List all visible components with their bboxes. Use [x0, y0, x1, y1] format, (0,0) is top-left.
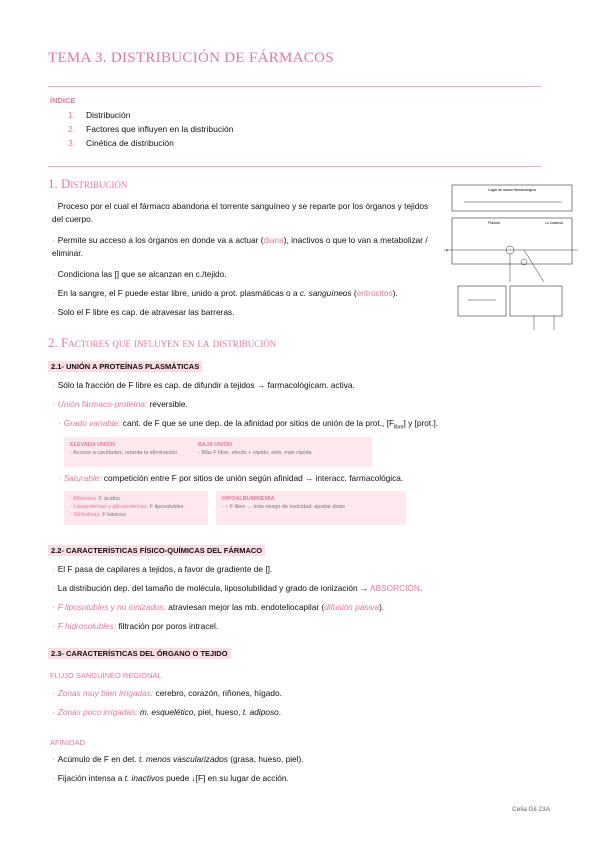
index-label: Cinética de distribución [86, 138, 174, 148]
index-label: Factores que influyen en la distribución [86, 124, 234, 134]
section-heading: 2. Factores que influyen en la distribución [48, 335, 277, 350]
info-box: - Albúmina: F ácidos - Lipoproteínas y glicoproteínas: F liposolubles - Globulinas: F básicos [64, 491, 208, 525]
paragraph: · Permite su acceso a los órganos en donde va a actuar (diana), inactivos o que lo van a metabolizar / eliminar. [52, 235, 428, 258]
index-num: 2. [68, 124, 76, 134]
divider [48, 86, 542, 87]
page-title: TEMA 3. DISTRIBUCIÓN DE FÁRMACOS [48, 50, 334, 66]
paragraph: · F liposolubles y no ionizados: atraviesan mejor las mb. endoteliocapilar (difusión pasiva). [52, 602, 385, 612]
paragraph: · La distribución dep. del tamaño de molécula, liposolubilidad y grado de ionización → ABSORCIÓN. [52, 583, 423, 593]
paragraph: · Zonas muy bien irrigadas: cerebro, corazón, riñones, hígado. [52, 688, 282, 698]
index-num: 3. [68, 138, 76, 148]
subsection-heading: 2.1- UNIÓN A PROTEÍNAS PLASMÁTICAS [48, 361, 202, 372]
paragraph: · Grado variable: cant. de F que se une dep. de la afinidad por sitios de unión de la prot., $[F_{libre}]$ y [prot.]. [58, 418, 439, 431]
diagram-top-label: Lugar de acción farmacológica [488, 188, 536, 192]
paragraph: · En la sangre, el F puede estar libre, unido a prot. plasmáticas o a c. sanguíneos (eritrocitos). [52, 288, 398, 298]
index-item[interactable] [68, 110, 130, 120]
paragraph: · Solo el F libre es cap. de atravesar las barreras. [52, 307, 235, 317]
info-box: ELEVADA UNIÓN - Acceso a cavidades, retarda la eliminación BAJA UNIÓN - Más F libre, efecto + rápido, elim. más rápida [64, 437, 372, 467]
paragraph: · F hidrosolubles: filtración por poros intracel. [52, 621, 219, 631]
paragraph: · Proceso por el cual el fármaco abandona el torrente sanguíneo y se reparte por los órganos y tejidos del cuerpo. [52, 201, 429, 224]
diagram-right-label: Lu. Inactivos [545, 221, 563, 225]
index-label: Distribución [86, 110, 131, 120]
index-item[interactable] [68, 124, 233, 134]
index-heading: ÍNDICE [50, 96, 76, 105]
subheading: AFINIDAD [50, 738, 86, 747]
diagram-plasma-label: Plasma [488, 221, 500, 225]
section-heading: 1. Distribución [48, 176, 128, 191]
diagram-left-label: F [446, 249, 449, 253]
subsection-heading: 2.3- CARACTERÍSTICAS DEL ÓRGANO O TEJIDO [48, 648, 231, 659]
paragraph: · Unión fármaco-proteína: reversible. [52, 399, 188, 409]
info-box: HIPOALBUMINEMIA - ↑ F libre → más riesgo de toxicidad, ajustar dosis [216, 491, 406, 525]
paragraph: · Zonas poco irrigadas: m. esquelético, piel, hueso, t. adiposo. [52, 707, 282, 717]
paragraph: · Saturable: competición entre F por sitios de unión según afinidad → interacc. farmacológica. [58, 473, 404, 483]
paragraph: · Condiciona las [] que se alcanzan en c./tejido. [52, 269, 227, 279]
paragraph: · Acúmulo de F en det. t. menos vascularizados (grasa, hueso, piel). [52, 754, 304, 764]
paragraph: · Sólo la fracción de F libre es cap. de difundir a tejidos → farmacológicam. activa. [52, 380, 355, 390]
subheading: FLUJO SANGUÍNEO REGIONAL [50, 671, 162, 680]
paragraph: · El F pasa de capilares a tejidos, a favor de gradiente de []. [52, 564, 273, 574]
index-item[interactable] [68, 138, 174, 148]
subsection-heading: 2.2- CARACTERÍSTICAS FÍSICO-QUÍMICAS DEL FÁRMACO [48, 545, 265, 556]
divider [48, 166, 542, 167]
index-num: 1. [68, 110, 76, 120]
paragraph: · Fijación intensa a t. inactivos puede ↓[F] en su lugar de acción. [52, 773, 289, 783]
distribution-diagram [444, 182, 578, 332]
footer-author: Celia Gil 23A [512, 806, 550, 813]
